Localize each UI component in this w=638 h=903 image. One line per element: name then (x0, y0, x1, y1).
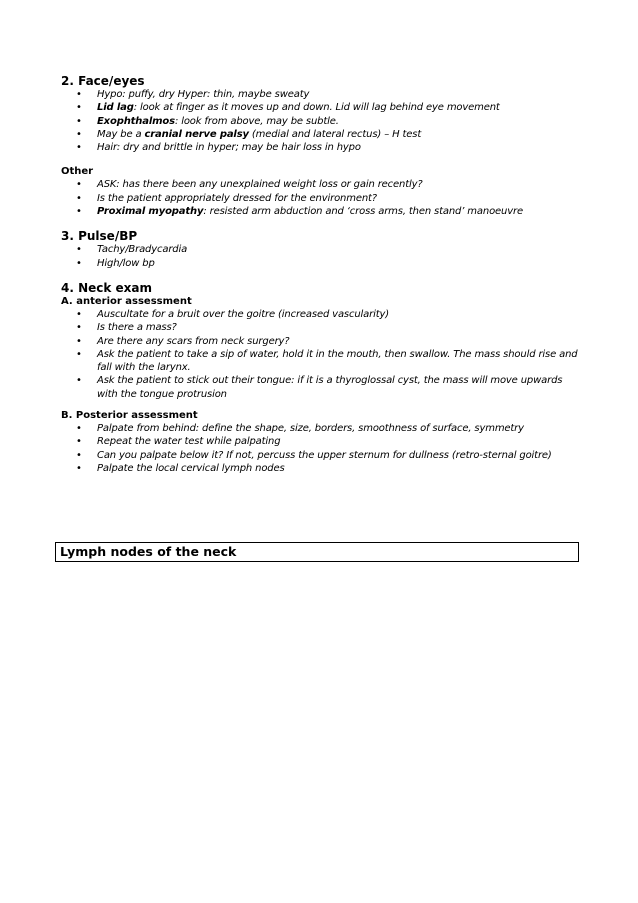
subheading-anterior-assessment: A. anterior assessment (61, 295, 192, 307)
list-item: • Palpate from behind: define the shape, size, borders, smoothness of surface, symmetry (76, 423, 524, 435)
pulse-bp-list (61, 243, 581, 270)
list-item: • Hypo: puffy, dry Hyper: thin, maybe sweaty (76, 89, 310, 100)
document-body (61, 74, 581, 475)
bullet-icon: • (76, 115, 82, 127)
bullet-icon: • (76, 89, 82, 100)
subheading-posterior-assessment: B. Posterior assessment (61, 410, 198, 422)
bullet-icon: • (76, 206, 82, 218)
bullet-icon: • (76, 142, 82, 154)
list-item: • Lid lag: look at finger as it moves up and down. Lid will lag behind eye movement (76, 102, 500, 114)
list-item: • Can you palpate below it? If not, percuss the upper sternum for dullness (retro-sternal goitre) (76, 449, 552, 461)
list-item: • Ask the patient to take a sip of water, hold it in the mouth, then swallow. The mass should rise and fall with the larynx. (76, 348, 578, 374)
anterior-assessment-list (61, 308, 581, 401)
list-item: • Ask the patient to stick out their tongue: if it is a thyroglossal cyst, the mass will move upwards with the tongue protrusion (76, 375, 563, 400)
bullet-icon: • (76, 462, 82, 474)
bullet-icon: • (76, 244, 82, 256)
bullet-icon: • (76, 308, 82, 320)
bullet-icon: • (76, 449, 82, 461)
list-item: • May be a cranial nerve palsy (medial and lateral rectus) – H test (76, 128, 422, 140)
bullet-icon: • (76, 128, 82, 140)
bullet-icon: • (76, 375, 82, 387)
list-item: • Palpate the local cervical lymph nodes (76, 462, 285, 474)
section-heading-neck-exam: 4. Neck exam (61, 280, 153, 295)
list-item: • Is the patient appropriately dressed for the environment? (76, 192, 377, 204)
list-item: • High/low bp (76, 257, 155, 269)
bullet-icon: • (76, 257, 82, 269)
list-item: • Tachy/Bradycardia (76, 244, 188, 256)
section-heading-face-eyes: 2. Face/eyes (61, 74, 145, 88)
bullet-icon: • (76, 335, 82, 347)
other-list (61, 178, 581, 218)
list-item: • Are there any scars from neck surgery? (76, 335, 290, 347)
list-item: • Hair: dry and brittle in hyper; may be hair loss in hypo (76, 142, 361, 154)
list-item: • Exophthalmos: look from above, may be subtle. (76, 115, 339, 127)
bullet-icon: • (76, 423, 82, 435)
bullet-icon: • (76, 348, 82, 360)
list-item: • ASK: has there been any unexplained weight loss or gain recently? (76, 179, 423, 191)
bullet-icon: • (76, 102, 82, 114)
list-item: • Is there a mass? (76, 322, 177, 334)
face-eyes-list (61, 88, 581, 154)
posterior-assessment-list (61, 422, 581, 475)
list-item: • Proximal myopathy: resisted arm abduction and ‘cross arms, then stand’ manoeuvre (76, 206, 523, 218)
lymph-nodes-heading-box: Lymph nodes of the neck (55, 542, 579, 562)
bullet-icon: • (76, 192, 82, 204)
bullet-icon: • (76, 436, 82, 448)
bullet-icon: • (76, 179, 82, 191)
list-item: • Repeat the water test while palpating (76, 436, 281, 448)
list-item: • Auscultate for a bruit over the goitre (increased vascularity) (76, 308, 390, 320)
section-heading-pulse-bp: 3. Pulse/BP (61, 229, 138, 244)
bullet-icon: • (76, 322, 82, 334)
section-heading-other: Other (61, 166, 94, 178)
